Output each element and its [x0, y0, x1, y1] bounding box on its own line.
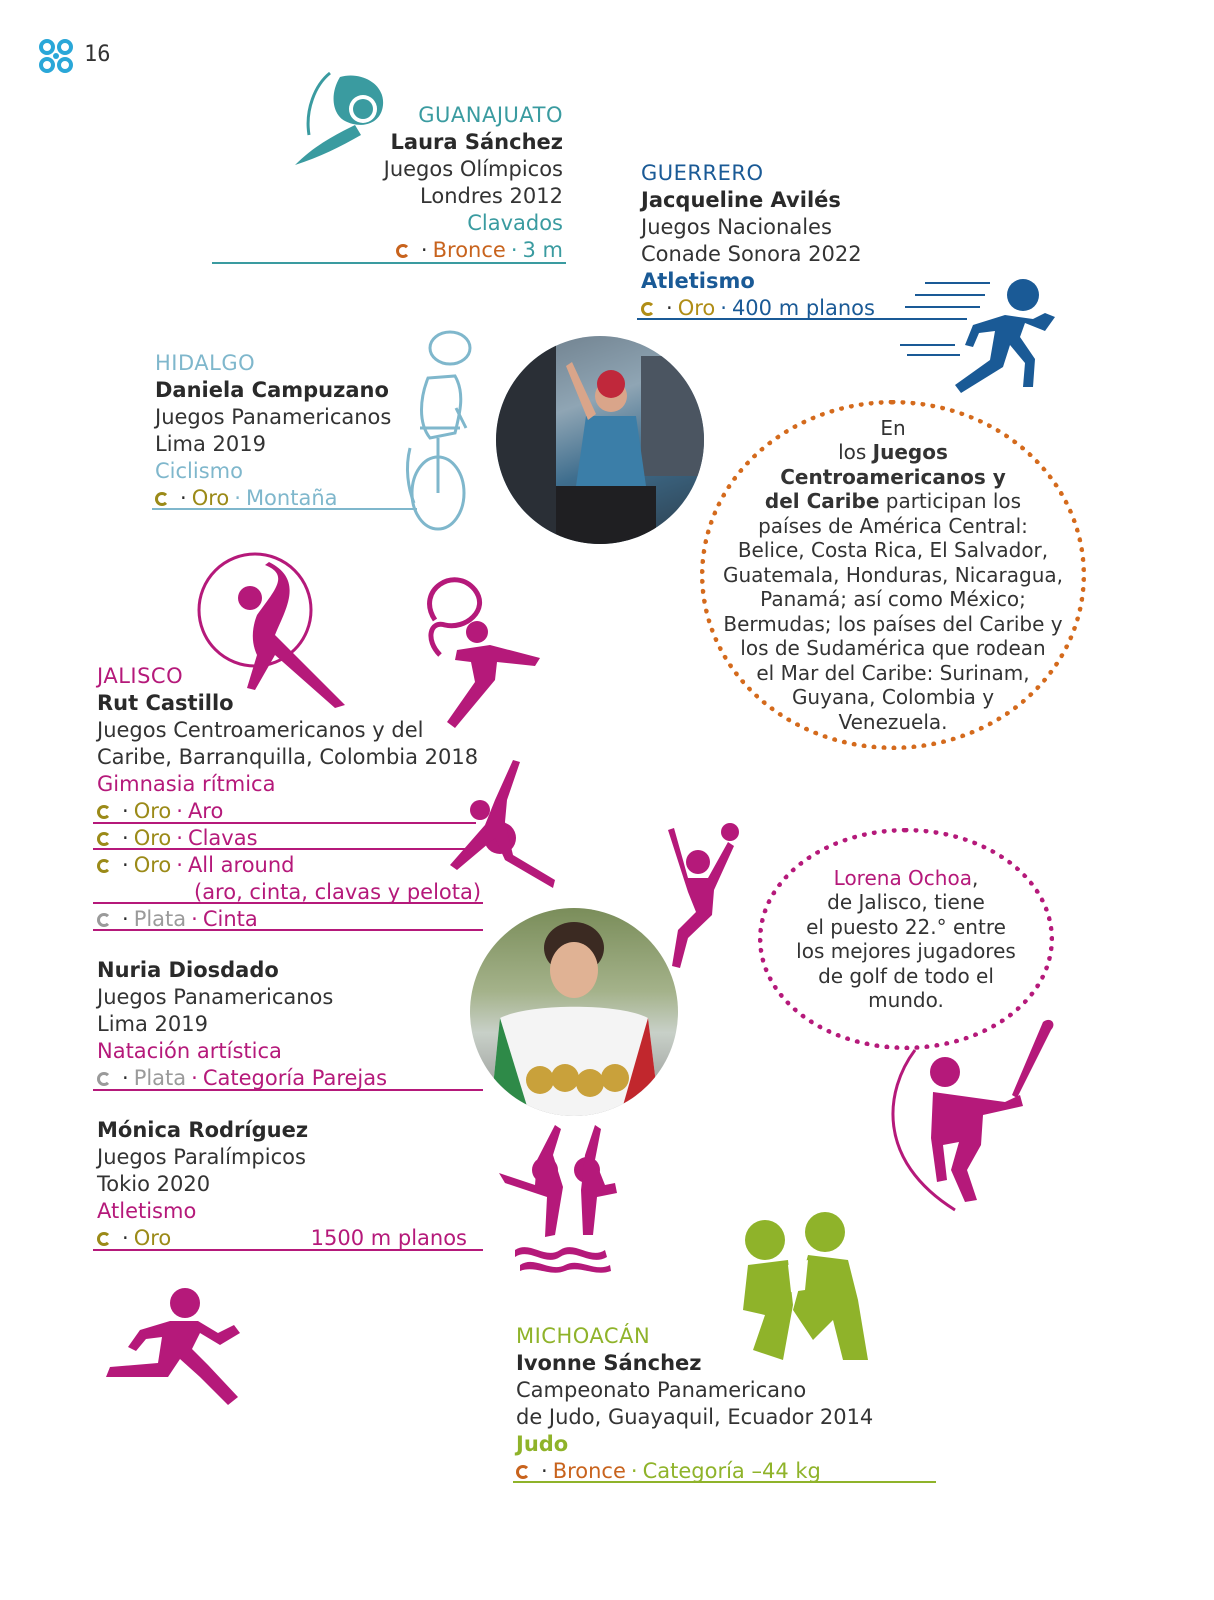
medal-label: Plata — [133, 907, 187, 931]
event-name: Campeonato Panamericano — [516, 1378, 807, 1402]
result-detail: All around — [187, 853, 295, 877]
info-text: de Jalisco, tiene — [827, 890, 985, 914]
caribe-info-bubble — [700, 400, 1086, 750]
gold-medal-icon — [641, 302, 655, 316]
divider-line — [93, 848, 476, 850]
result-row: · Plata · Cinta — [97, 906, 481, 933]
athlete-name: Nuria Diosdado — [97, 958, 279, 982]
all-around-note: (aro, cinta, clavas y pelota) — [194, 880, 482, 904]
info-text: Belice, Costa Rica, El Salvador, — [737, 538, 1049, 563]
medal-label: Oro — [133, 1226, 172, 1250]
runner-icon — [100, 1285, 245, 1410]
info-text: Bermudas; los países del Caribe y — [723, 611, 1063, 636]
event-name: Conade Sonora 2022 — [641, 242, 862, 266]
event-name: Juegos Nacionales — [641, 215, 832, 239]
state-label: MICHOACÁN — [516, 1324, 651, 1348]
medal-label: Oro — [133, 799, 172, 823]
gold-medal-icon — [97, 1232, 111, 1246]
result-detail: 1500 m planos — [310, 1226, 467, 1250]
result-row: · Plata · Categoría Parejas — [97, 1065, 387, 1092]
event-name: de Judo, Guayaquil, Ecuador 2014 — [516, 1405, 874, 1429]
state-label: JALISCO — [97, 664, 184, 688]
sport-label: Ciclismo — [155, 459, 243, 483]
result-detail: Cinta — [202, 907, 258, 931]
result-row: · Oro · 400 m planos — [641, 295, 875, 322]
result-detail: 400 m planos — [731, 296, 875, 320]
bronze-medal-icon — [516, 1465, 530, 1479]
medal-label: Oro — [133, 826, 172, 850]
info-text: los Juegos — [838, 440, 948, 465]
info-text: Guyana, Colombia y — [791, 685, 995, 710]
swimmer-photo — [470, 908, 678, 1116]
result-row: · Oro · All around — [97, 852, 481, 879]
result-row: · Bronce · Categoría –44 kg — [516, 1458, 873, 1485]
info-text: del Caribe participan los — [764, 489, 1022, 514]
event-name: Juegos Panamericanos — [155, 405, 392, 429]
info-text: Centroamericanos y — [780, 464, 1006, 489]
event-name: Lima 2019 — [155, 432, 266, 456]
result-row: · Oro 1500 m planos — [97, 1225, 467, 1252]
info-text: Lorena Ochoa, — [833, 865, 979, 890]
state-label: HIDALGO — [155, 351, 256, 375]
sport-label: Clavados — [467, 211, 563, 235]
divider-line — [93, 822, 476, 824]
medal-label: Oro — [191, 486, 230, 510]
result-row: · Oro · Aro — [97, 798, 481, 825]
runner-icon — [895, 275, 1065, 395]
medal-label: Oro — [133, 853, 172, 877]
divider-line — [212, 262, 566, 264]
sport-label: Gimnasia rítmica — [97, 772, 276, 796]
divider-line — [93, 929, 483, 931]
gold-medal-icon — [97, 805, 111, 819]
state-label: GUANAJUATO — [418, 103, 563, 127]
silver-medal-icon — [97, 1072, 111, 1086]
info-text: Venezuela. — [838, 709, 948, 734]
sport-label: Judo — [516, 1432, 569, 1456]
athlete-name: Rut Castillo — [97, 691, 234, 715]
info-text: el Mar del Caribe: Surinam, — [756, 660, 1030, 685]
event-name: Tokio 2020 — [97, 1172, 211, 1196]
divider-line — [93, 1249, 483, 1251]
gold-medal-icon — [155, 492, 169, 506]
divider-line — [152, 508, 417, 510]
medal-label: Bronce — [432, 238, 506, 262]
medal-label: Oro — [677, 296, 716, 320]
page-logo-icon — [38, 38, 74, 74]
event-name: Lima 2019 — [97, 1012, 208, 1036]
event-name: Juegos Centroamericanos y del — [97, 718, 424, 742]
info-text: países de América Central: — [758, 513, 1028, 538]
event-name: Londres 2012 — [420, 184, 563, 208]
info-text: los mejores jugadores — [796, 939, 1016, 963]
result-detail: Categoría Parejas — [202, 1066, 388, 1090]
sport-label: Natación artística — [97, 1039, 282, 1063]
divider-line — [93, 902, 483, 904]
info-text: En — [880, 415, 906, 440]
athlete-name: Mónica Rodríguez — [97, 1118, 309, 1142]
rhythmic-gymnast-icon — [445, 760, 555, 890]
result-row: · Oro · Montaña — [155, 485, 391, 512]
divider-line — [513, 1481, 936, 1483]
bronze-medal-icon — [396, 244, 410, 258]
cyclist-icon — [400, 328, 480, 533]
athlete-name: Laura Sánchez — [390, 130, 563, 154]
cyclist-photo — [496, 336, 704, 544]
medal-label: Bronce — [552, 1459, 626, 1483]
event-name: Juegos Panamericanos — [97, 985, 334, 1009]
athlete-name: Jacqueline Avilés — [641, 188, 841, 212]
athlete-name: Ivonne Sánchez — [516, 1351, 702, 1375]
result-detail: 3 m — [522, 238, 563, 262]
info-text: mundo. — [868, 988, 944, 1012]
result-row: · Oro · Clavas — [97, 825, 481, 852]
result-detail: Montaña — [245, 486, 338, 510]
golfer-icon — [885, 1010, 1055, 1210]
event-name: Juegos Paralímpicos — [97, 1145, 306, 1169]
info-text: Panamá; así como México; — [760, 587, 1026, 612]
event-name: Caribe, Barranquilla, Colombia 2018 — [97, 745, 479, 769]
page-number: 16 — [84, 42, 111, 67]
gold-medal-icon — [97, 832, 111, 846]
info-text: de golf de todo el — [818, 963, 994, 988]
result-detail: Aro — [187, 799, 224, 823]
result-detail: Categoría –44 kg — [642, 1459, 821, 1483]
silver-medal-icon — [97, 913, 111, 927]
sport-label: Atletismo — [641, 269, 755, 293]
info-text: el puesto 22.° entre — [806, 914, 1006, 939]
sport-label: Atletismo — [97, 1199, 197, 1223]
info-text: los de Sudamérica que rodean — [740, 636, 1046, 661]
event-name: Juegos Olímpicos — [383, 157, 563, 181]
result-row: · Bronce · 3 m — [263, 237, 563, 264]
medal-label: Plata — [133, 1066, 187, 1090]
info-text: Guatemala, Honduras, Nicaragua, — [722, 562, 1063, 587]
divider-line — [93, 1089, 483, 1091]
state-label: GUERRERO — [641, 161, 764, 185]
synchronized-swimmers-icon — [495, 1125, 625, 1275]
gold-medal-icon — [97, 859, 111, 873]
result-detail: Clavas — [187, 826, 258, 850]
athlete-name: Daniela Campuzano — [155, 378, 389, 402]
